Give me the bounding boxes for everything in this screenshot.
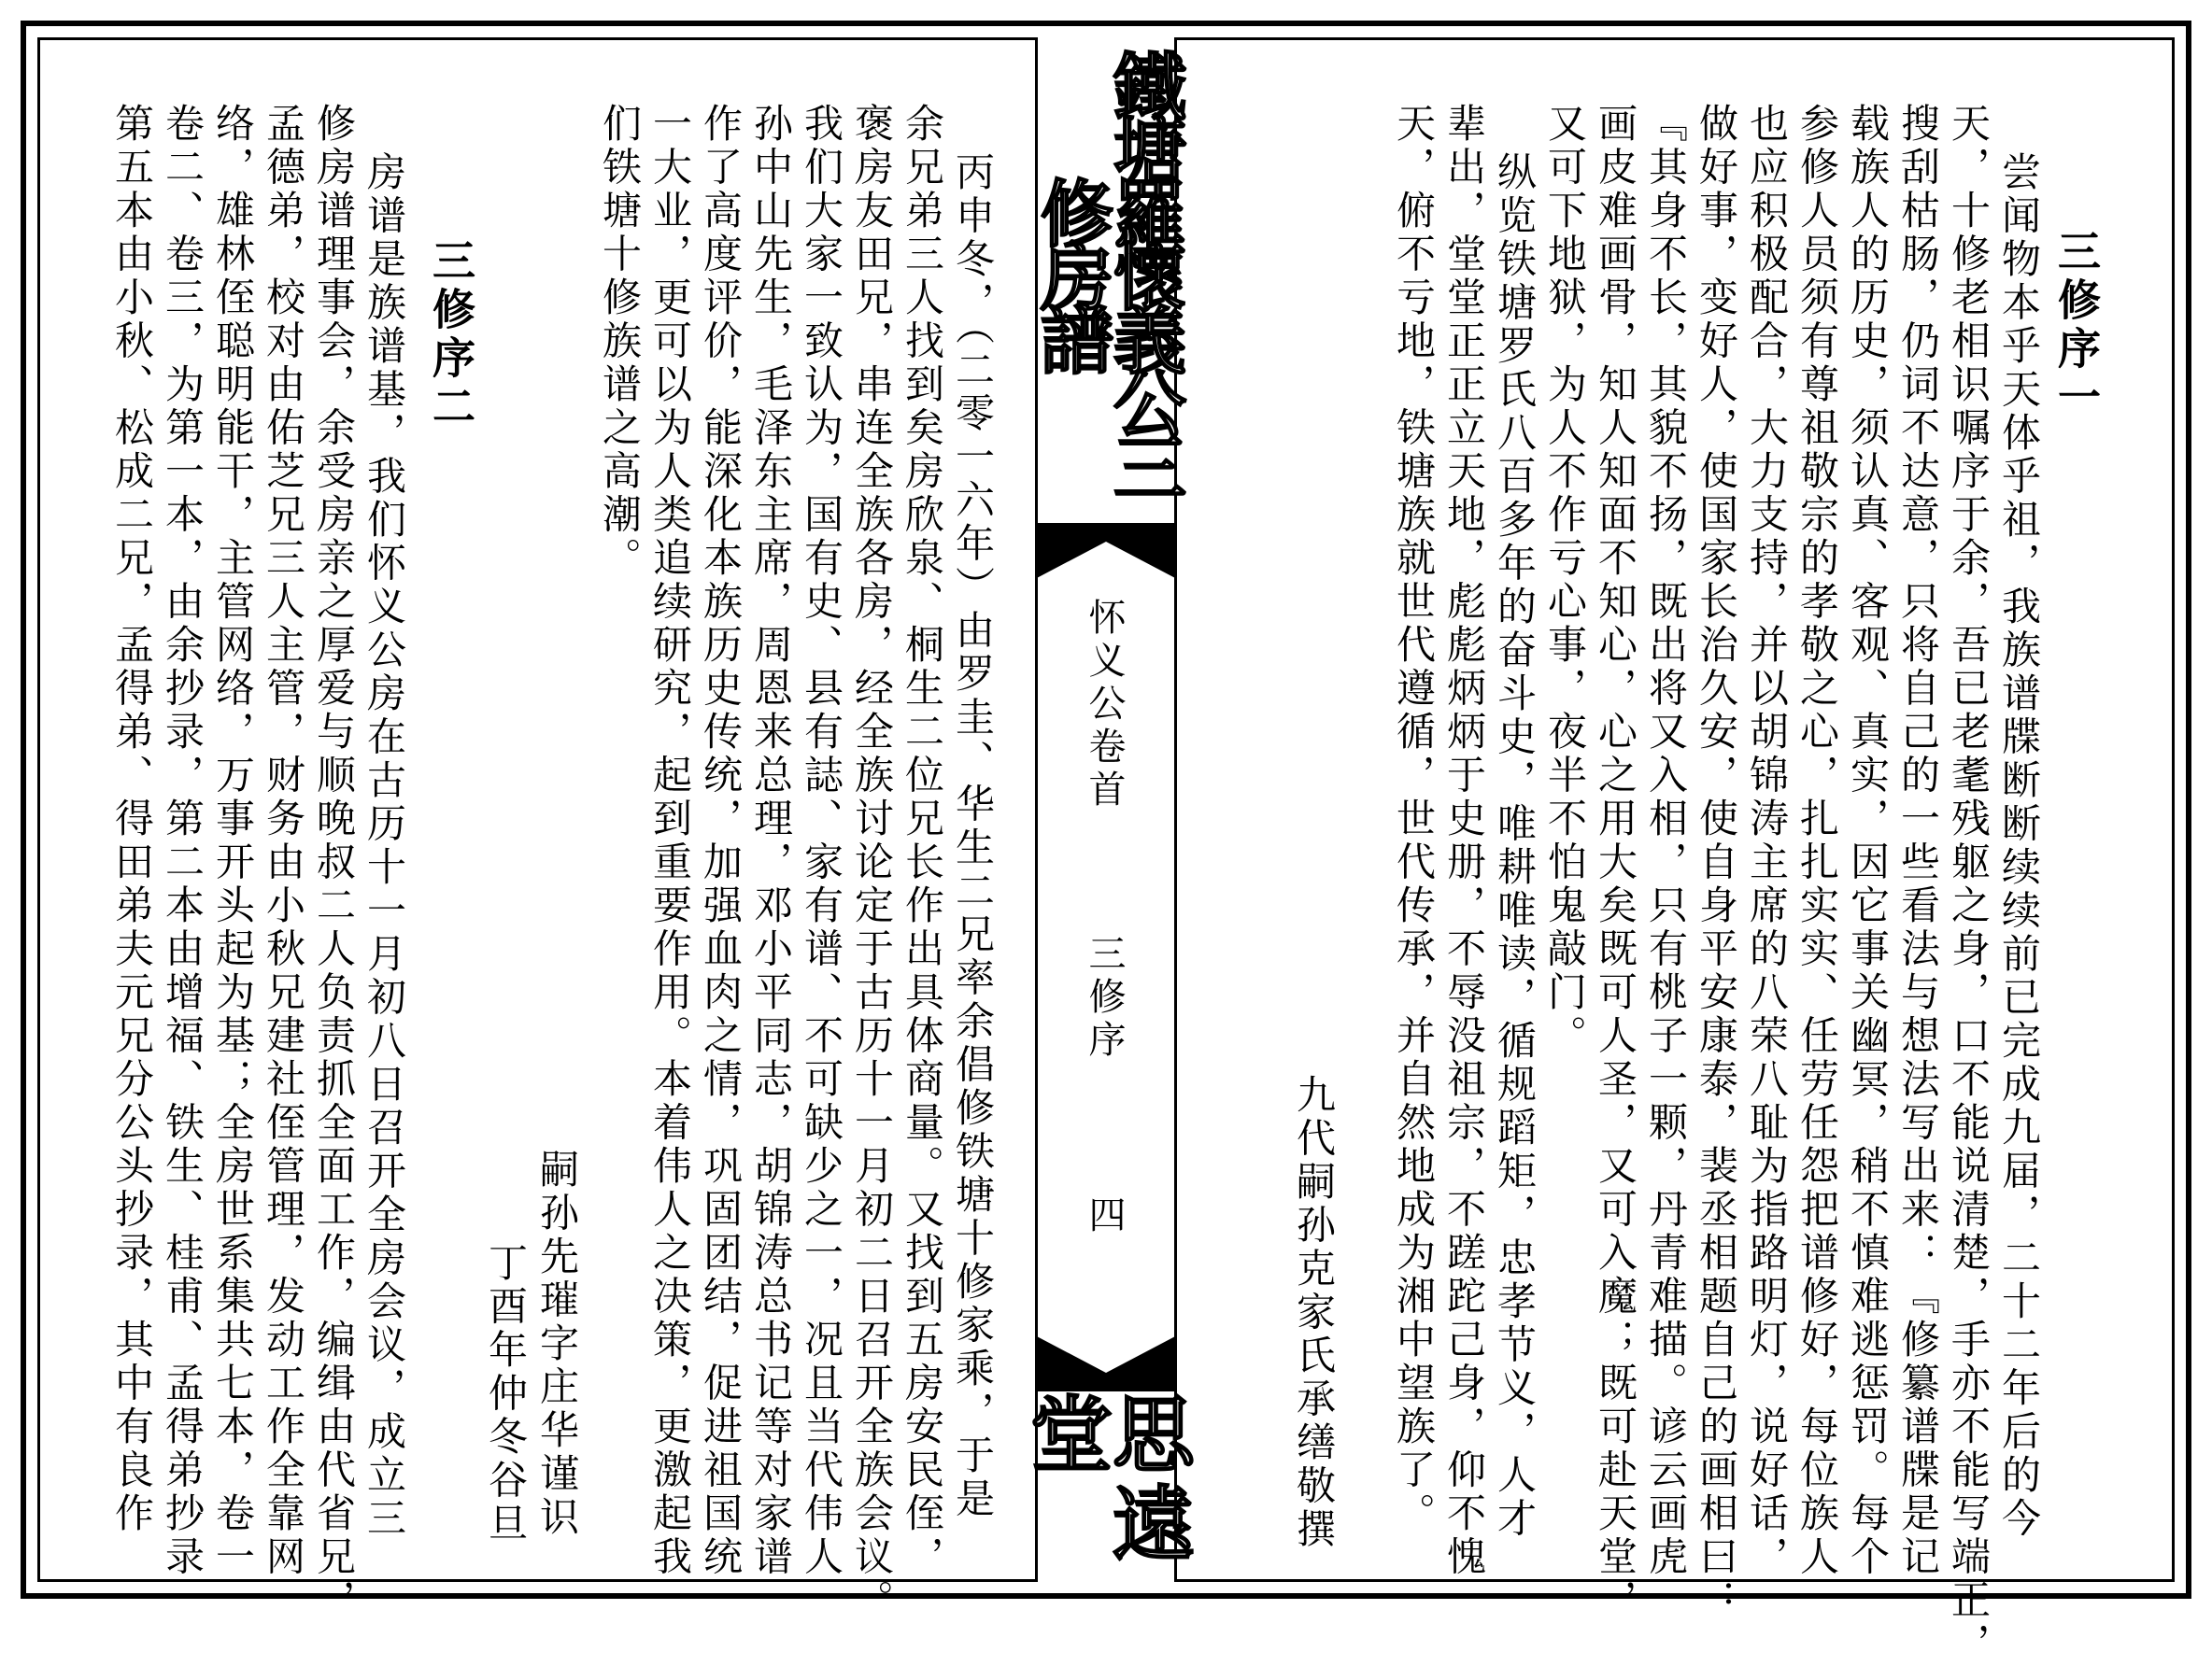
essay-one-column: 天，十修老相识嘱序于余，吾已老耄残躯之身，口不能说清楚，手亦不能写端正， <box>1946 103 1992 1666</box>
essay-two-column: 第五本由小秋、松成二兄，孟得弟、得田弟夫元兄分公头抄录，其中有良作 <box>109 103 155 1536</box>
preface-column: 我们大家一致认为，国有史、县有誌、家有谱、不可缺少之一，况且当代伟人 <box>799 103 844 1579</box>
preface-column: 孙中山先生，毛泽东主席，周恩来总理，邓小平同志，胡锦涛总书记等对家谱 <box>748 103 794 1579</box>
essay-one-column: 辈出，堂堂正正立天地，彪彪炳炳于史册，不辱没祖宗，不蹉跎己身，仰不愧 <box>1441 103 1487 1579</box>
essay-one-column: 纵览铁塘罗氏八百多年的奋斗史，唯耕唯读，循规蹈矩，忠孝节义，人才 <box>1492 151 1538 1541</box>
preface-column: 褒房友田兄，串连全族各房，经全族讨论定于古历十一月初二日召开全族会议。 <box>849 103 895 1623</box>
essay-two-column: 卷二、卷三，为第一本，由余抄录，第二本由增福、铁生、桂甫、孟得弟抄录 <box>160 103 206 1579</box>
essay-two-column: 孟德弟，校对由佑芝兄三人主管，财务由小秋兄建社侄管理，发动工作全靠网 <box>261 103 306 1579</box>
essay-one-column: 画皮难画骨，知人知面不知心，心之用大矣既可人圣，又可入魔；既可赴天堂， <box>1593 103 1638 1623</box>
essay-one-column: 做好事，变好人，使国家长治久安，使自身平安康泰，裴丞相题自己的画相曰： <box>1694 103 1739 1623</box>
section-label: 三修序 <box>1083 934 1126 1063</box>
preface-column: 一大业，更可以为人类追续研究，起到重要作用。本着伟人之决策，更激起我 <box>647 103 693 1579</box>
preface-column: 丙申冬，（二零一六年）由罗圭、华生二兄率余倡修铁塘十修家乘，于是 <box>950 151 996 1521</box>
essay-one-column: 天，俯不亏地，铁塘族就世代遵循，世代传承，并自然地成为湘中望族了。 <box>1391 103 1437 1536</box>
essay-one-column: 参修人员须有尊祖敬宗的孝敬之心，扎扎实实、任劳任怨把谱修好，每位族人 <box>1794 103 1840 1579</box>
essay-one-column: 也应积极配合，大力支持，并以胡锦涛主席的八荣八耻为指路明灯，说好话， <box>1744 103 1790 1579</box>
essay-one-column: 又可下地狱，为人不作亏心事，夜半不怕鬼敲门。 <box>1542 103 1588 1058</box>
essay-two-heading: 三修序二 <box>426 238 476 432</box>
volume-label: 怀义公卷首 <box>1083 598 1126 812</box>
essay-one-column: 『其身不长，其貌不扬，既出将又入相，只有桃子一颗，丹青难描。谚云画虎 <box>1643 103 1689 1579</box>
fishtail-bottom <box>1035 1335 1177 1391</box>
preface-column: 余兄弟三人找到矣房欣泉、桐生二位兄长作出具体商量。又找到五房安民侄， <box>900 103 945 1579</box>
hall-name: 思遠堂 <box>1017 1391 1197 1571</box>
essay-one-column: 搜刮枯肠，仍词不达意，只将自己的一些看法与想法写出来：『修纂谱牒是记 <box>1895 103 1941 1579</box>
essay-one-signature: 九代嗣孙克家氏承缮敬撰 <box>1291 1074 1337 1552</box>
book-title: 鐵塘羅懷義公三修房譜 <box>1028 49 1186 493</box>
preface-signature: 嗣孙先璀字庄华谨识 <box>534 1149 580 1540</box>
fishtail-top <box>1035 523 1177 579</box>
essay-two-column: 修房谱理事会，余受房亲之厚爱与顺晚叔二人负责抓全面工作，编缉由代省兄， <box>311 103 357 1623</box>
preface-date: 丁酉年仲冬谷旦 <box>483 1242 529 1546</box>
essay-one-column: 尝闻物本乎天体乎祖，我族谱牒断断续续前已完成九届，二十二年后的今 <box>1996 151 2042 1541</box>
essay-one-heading: 三修序一 <box>2051 229 2102 423</box>
essay-one-column: 载族人的历史，须认真、客观、真实，因它事关幽冥，稍不慎难逃惩罚。每个 <box>1845 103 1891 1579</box>
page-number: 四 <box>1083 1195 1126 1238</box>
essay-two-column: 络，雄林侄聪明能干，主管网络，万事开头起为基；全房世系集共七本，卷一 <box>210 103 256 1579</box>
essay-two-column: 房谱是族谱基，我们怀义公房在古历十一月初八日召开全房会议，成立三 <box>362 151 407 1541</box>
preface-column: 作了高度评价，能深化本族历史传统，加强血肉之情，巩固团结，促进祖国统 <box>698 103 744 1579</box>
preface-column: 们铁塘十修族谱之高潮。 <box>597 103 643 581</box>
